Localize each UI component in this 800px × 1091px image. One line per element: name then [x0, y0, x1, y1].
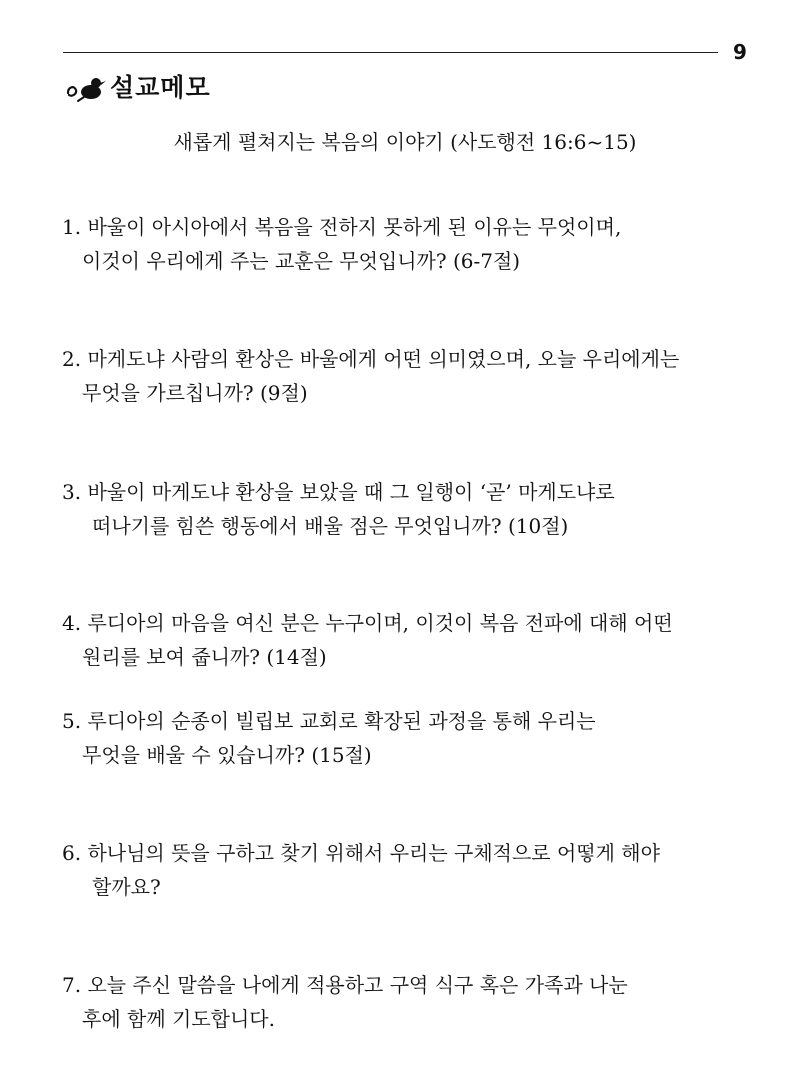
document-title: 새롭게 펼쳐지는 복음의 이야기 (사도행전 16:6~15)	[173, 130, 637, 154]
question-2-line-1: 2. 마게도냐 사람의 환상은 바울에게 어떤 의미였으며, 오늘 우리에게는	[62, 347, 680, 371]
question-6-line-2: 할까요?	[92, 875, 161, 899]
page-number: 9	[733, 40, 747, 64]
question-3-line-1: 3. 바울이 마게도냐 환상을 보았을 때 그 일행이 ‘곧’ 마게도냐로	[62, 480, 615, 504]
question-6	[62, 836, 752, 904]
sermon-memo-label: 설교메모	[110, 73, 211, 102]
question-4	[62, 606, 752, 674]
question-1-line-1: 1. 바울이 아시아에서 복음을 전하지 못하게 된 이유는 무엇이며,	[62, 215, 622, 239]
sermon-memo-logo	[64, 70, 214, 106]
question-2-line-2: 무엇을 가르칩니까? (9절)	[82, 381, 308, 405]
question-7-line-1: 7. 오늘 주신 말씀을 나에게 적용하고 구역 식구 혹은 가족과 나눈	[62, 973, 628, 997]
question-1-line-2: 이것이 우리에게 주는 교훈은 무엇입니까? (6-7절)	[82, 249, 521, 273]
question-4-line-2: 원리를 보여 줍니까? (14절)	[82, 645, 327, 669]
header-rule	[63, 52, 718, 53]
question-7	[62, 968, 752, 1036]
question-5-line-1: 5. 루디아의 순종이 빌립보 교회로 확장된 과정을 통해 우리는	[62, 709, 596, 733]
question-2	[62, 342, 752, 410]
question-5-line-2: 무엇을 배울 수 있습니까? (15절)	[82, 743, 372, 767]
question-3	[62, 475, 752, 543]
question-1	[62, 210, 752, 278]
question-4-line-1: 4. 루디아의 마음을 여신 분은 누구이며, 이것이 복음 전파에 대해 어떤	[62, 611, 673, 635]
question-6-line-1: 6. 하나님의 뜻을 구하고 찾기 위해서 우리는 구체적으로 어떻게 해야	[62, 841, 660, 865]
question-5	[62, 704, 752, 772]
question-7-line-2: 후에 함께 기도합니다.	[82, 1007, 275, 1031]
bird-icon	[64, 73, 108, 103]
question-3-line-2: 떠나기를 힘쓴 행동에서 배울 점은 무엇입니까? (10절)	[92, 514, 569, 538]
